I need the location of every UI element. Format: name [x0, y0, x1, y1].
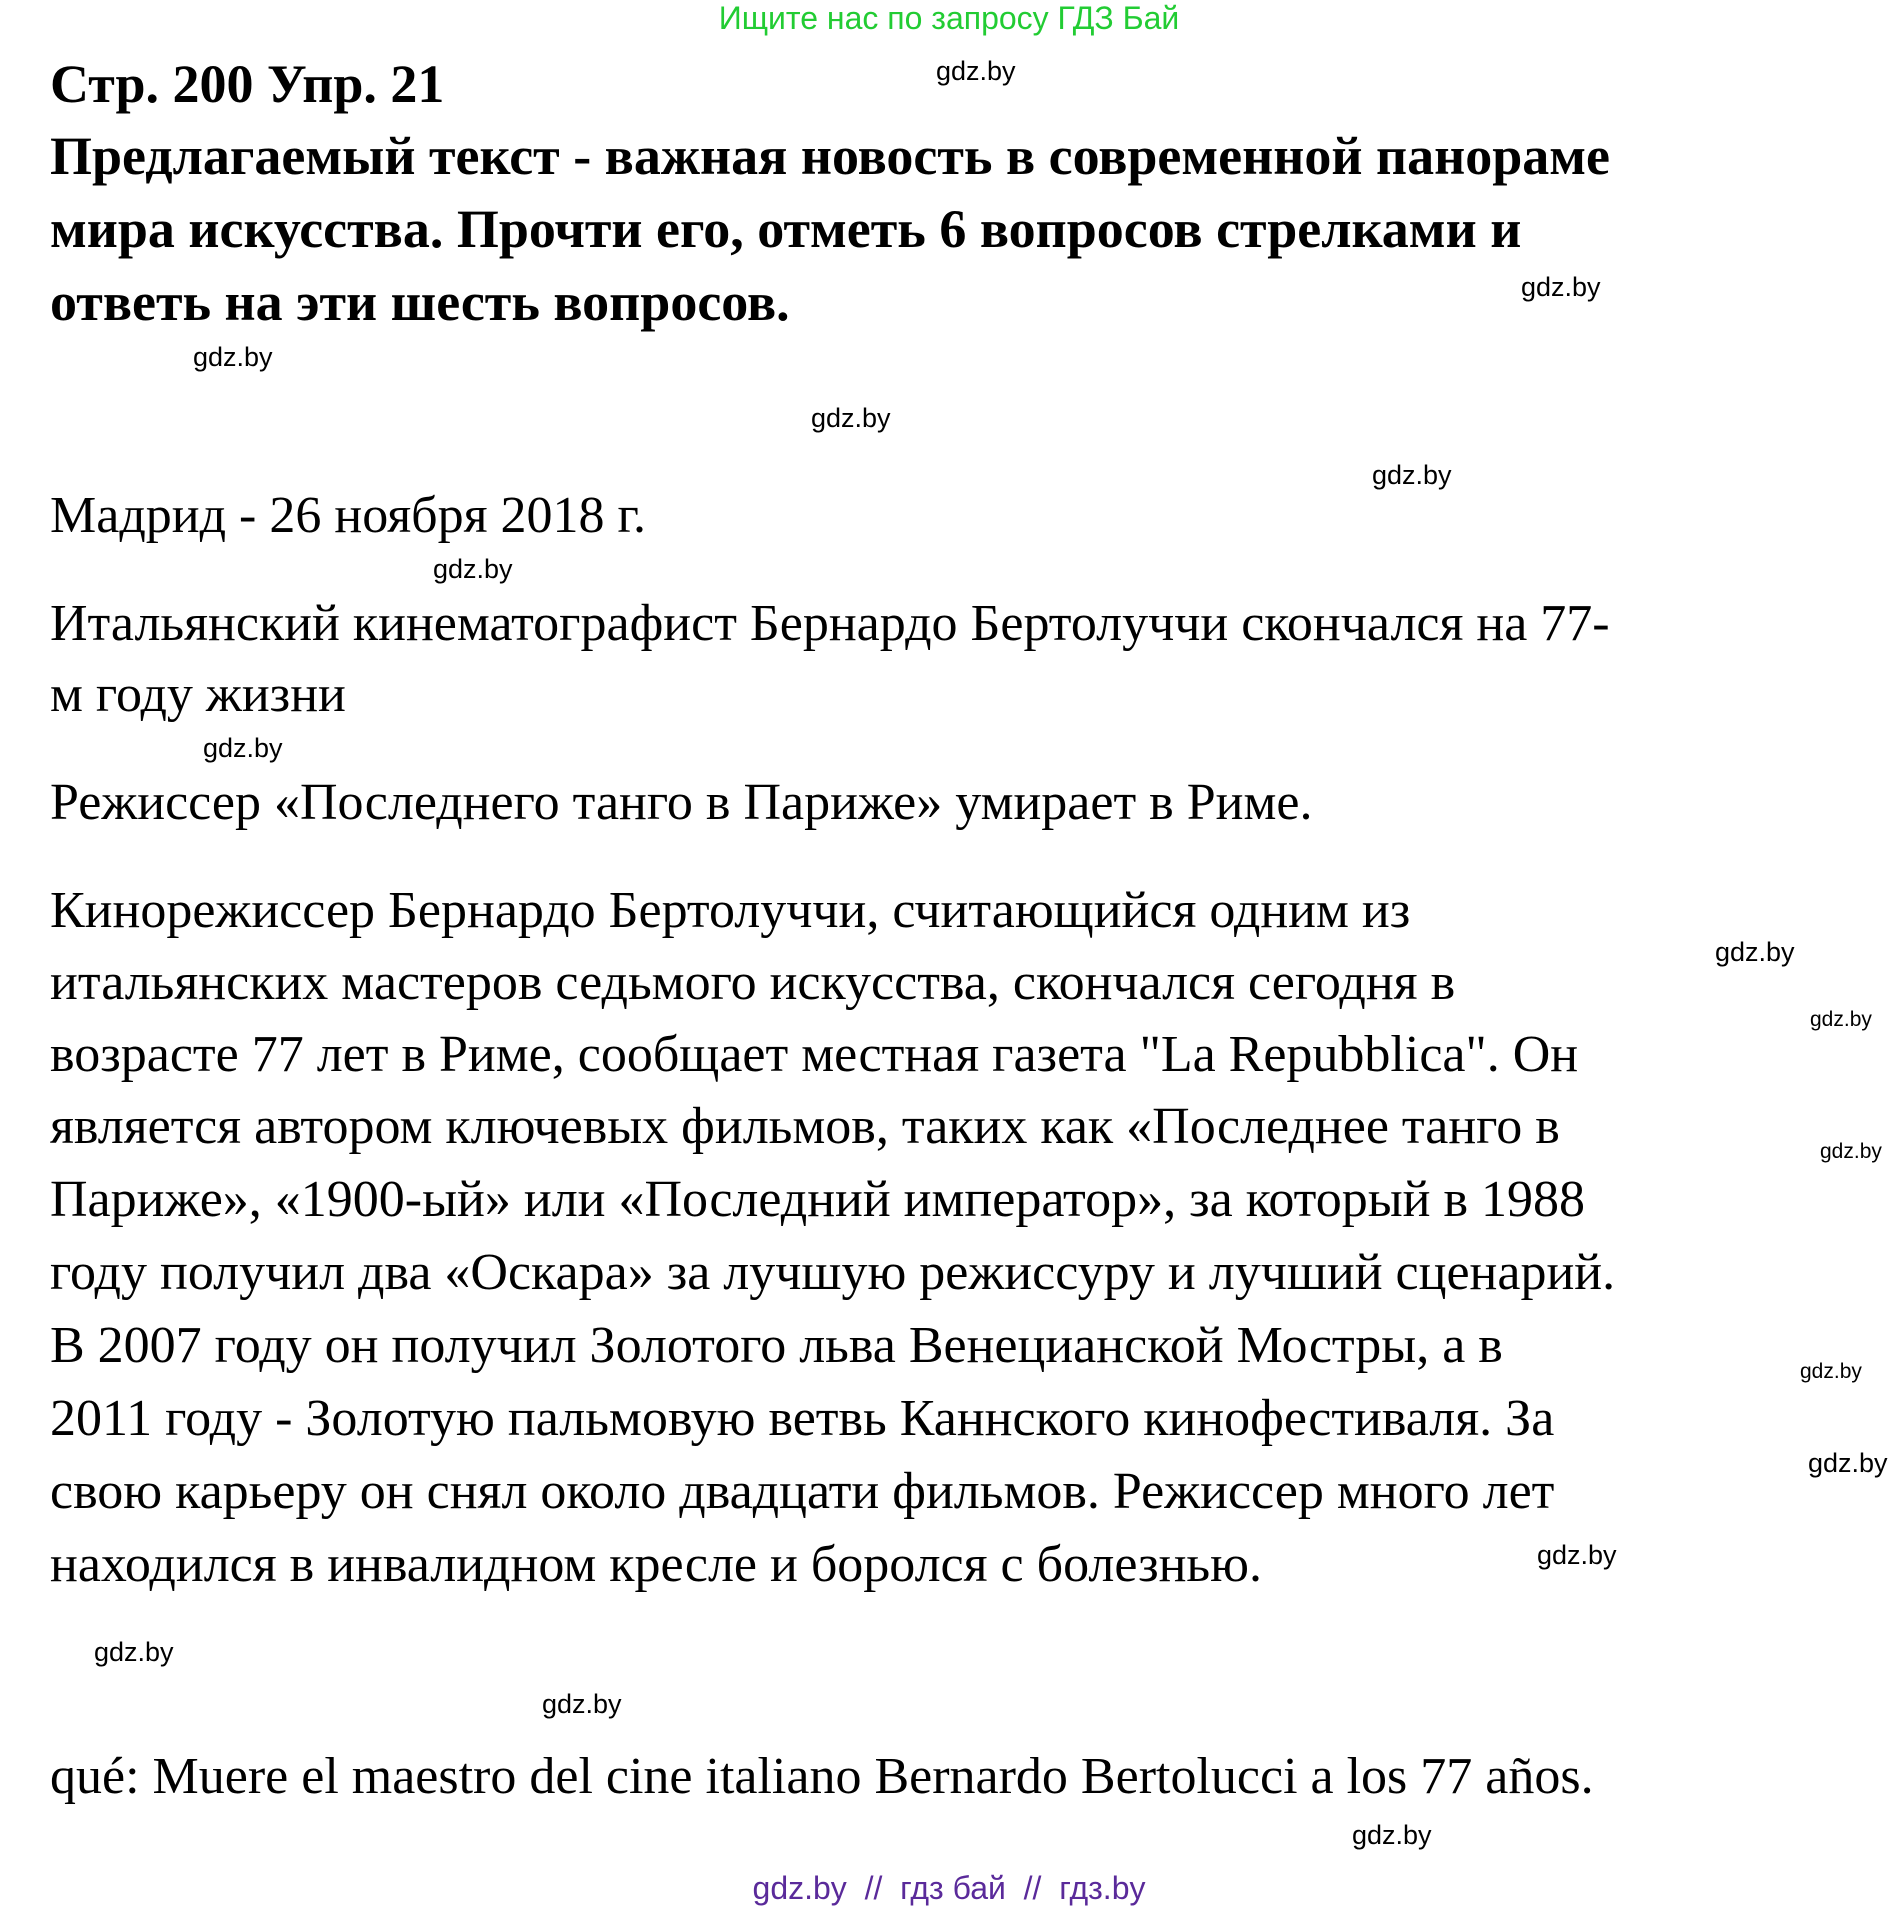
body-line: итальянских мастеров седьмого искусства, скончался сегодня в	[50, 954, 1456, 1011]
watermark: gdz.by	[1372, 460, 1452, 490]
task-line: Предлагаемый текст - важная новость в современной панораме	[50, 126, 1610, 186]
body-line: Париже», «1900-ый» или «Последний император», за который в 1988	[50, 1171, 1586, 1228]
body-line: 2011 году - Золотую пальмовую ветвь Каннского кинофестиваля. За	[50, 1390, 1555, 1447]
watermark: gdz.by	[1352, 1820, 1432, 1850]
body-line: В 2007 году он получил Золотого льва Венецианской Мостры, а в	[50, 1317, 1503, 1374]
watermark: gdz.by	[811, 403, 891, 433]
body-line: возрасте 77 лет в Риме, сообщает местная газета "La Repubblica". Он	[50, 1026, 1579, 1083]
body-line: является автором ключевых фильмов, таких как «Последнее танго в	[50, 1098, 1560, 1155]
dateline: Мадрид - 26 ноября 2018 г.	[50, 487, 646, 544]
headline-line: м году жизни	[50, 666, 346, 723]
watermark: gdz.by	[1715, 937, 1795, 967]
body-line: Кинорежиссер Бернардо Бертолуччи, считающийся одним из	[50, 882, 1411, 939]
watermark: gdz.by	[94, 1637, 174, 1667]
task-line: мира искусства. Прочти его, отметь 6 вопросов стрелками и	[50, 199, 1522, 259]
page-title: Стр. 200 Упр. 21	[50, 54, 445, 114]
watermark: gdz.by	[433, 554, 513, 584]
watermark: gdz.by	[1800, 1360, 1862, 1383]
watermark: gdz.by	[936, 56, 1016, 86]
watermark: gdz.by	[1537, 1540, 1617, 1570]
body-line: находился в инвалидном кресле и боролся с болезнью.	[50, 1536, 1262, 1593]
watermark: gdz.by	[542, 1689, 622, 1719]
headline-line: Итальянский кинематографист Бернардо Бертолуччи скончался на 77-	[50, 595, 1610, 652]
body-line: свою карьеру он снял около двадцати фильмов. Режиссер много лет	[50, 1463, 1555, 1520]
subheadline: Режиссер «Последнего танго в Париже» умирает в Риме.	[50, 774, 1313, 831]
watermark: gdz.by	[1808, 1448, 1888, 1478]
watermark: gdz.by	[1810, 1008, 1872, 1031]
footer-links: gdz.by // гдз бай // гдз.by	[752, 1870, 1146, 1906]
watermark: gdz.by	[193, 342, 273, 372]
task-line: ответь на эти шесть вопросов.	[50, 272, 790, 332]
watermark: gdz.by	[1521, 272, 1601, 302]
search-banner: Ищите нас по запросу ГДЗ Бай	[718, 0, 1180, 36]
spanish-headline: qué: Muere el maestro del cine italiano Bernardo Bertolucci a los 77 años.	[50, 1748, 1594, 1805]
watermark: gdz.by	[1820, 1140, 1882, 1163]
body-line: году получил два «Оскара» за лучшую режиссуру и лучший сценарий.	[50, 1244, 1616, 1301]
watermark: gdz.by	[203, 733, 283, 763]
